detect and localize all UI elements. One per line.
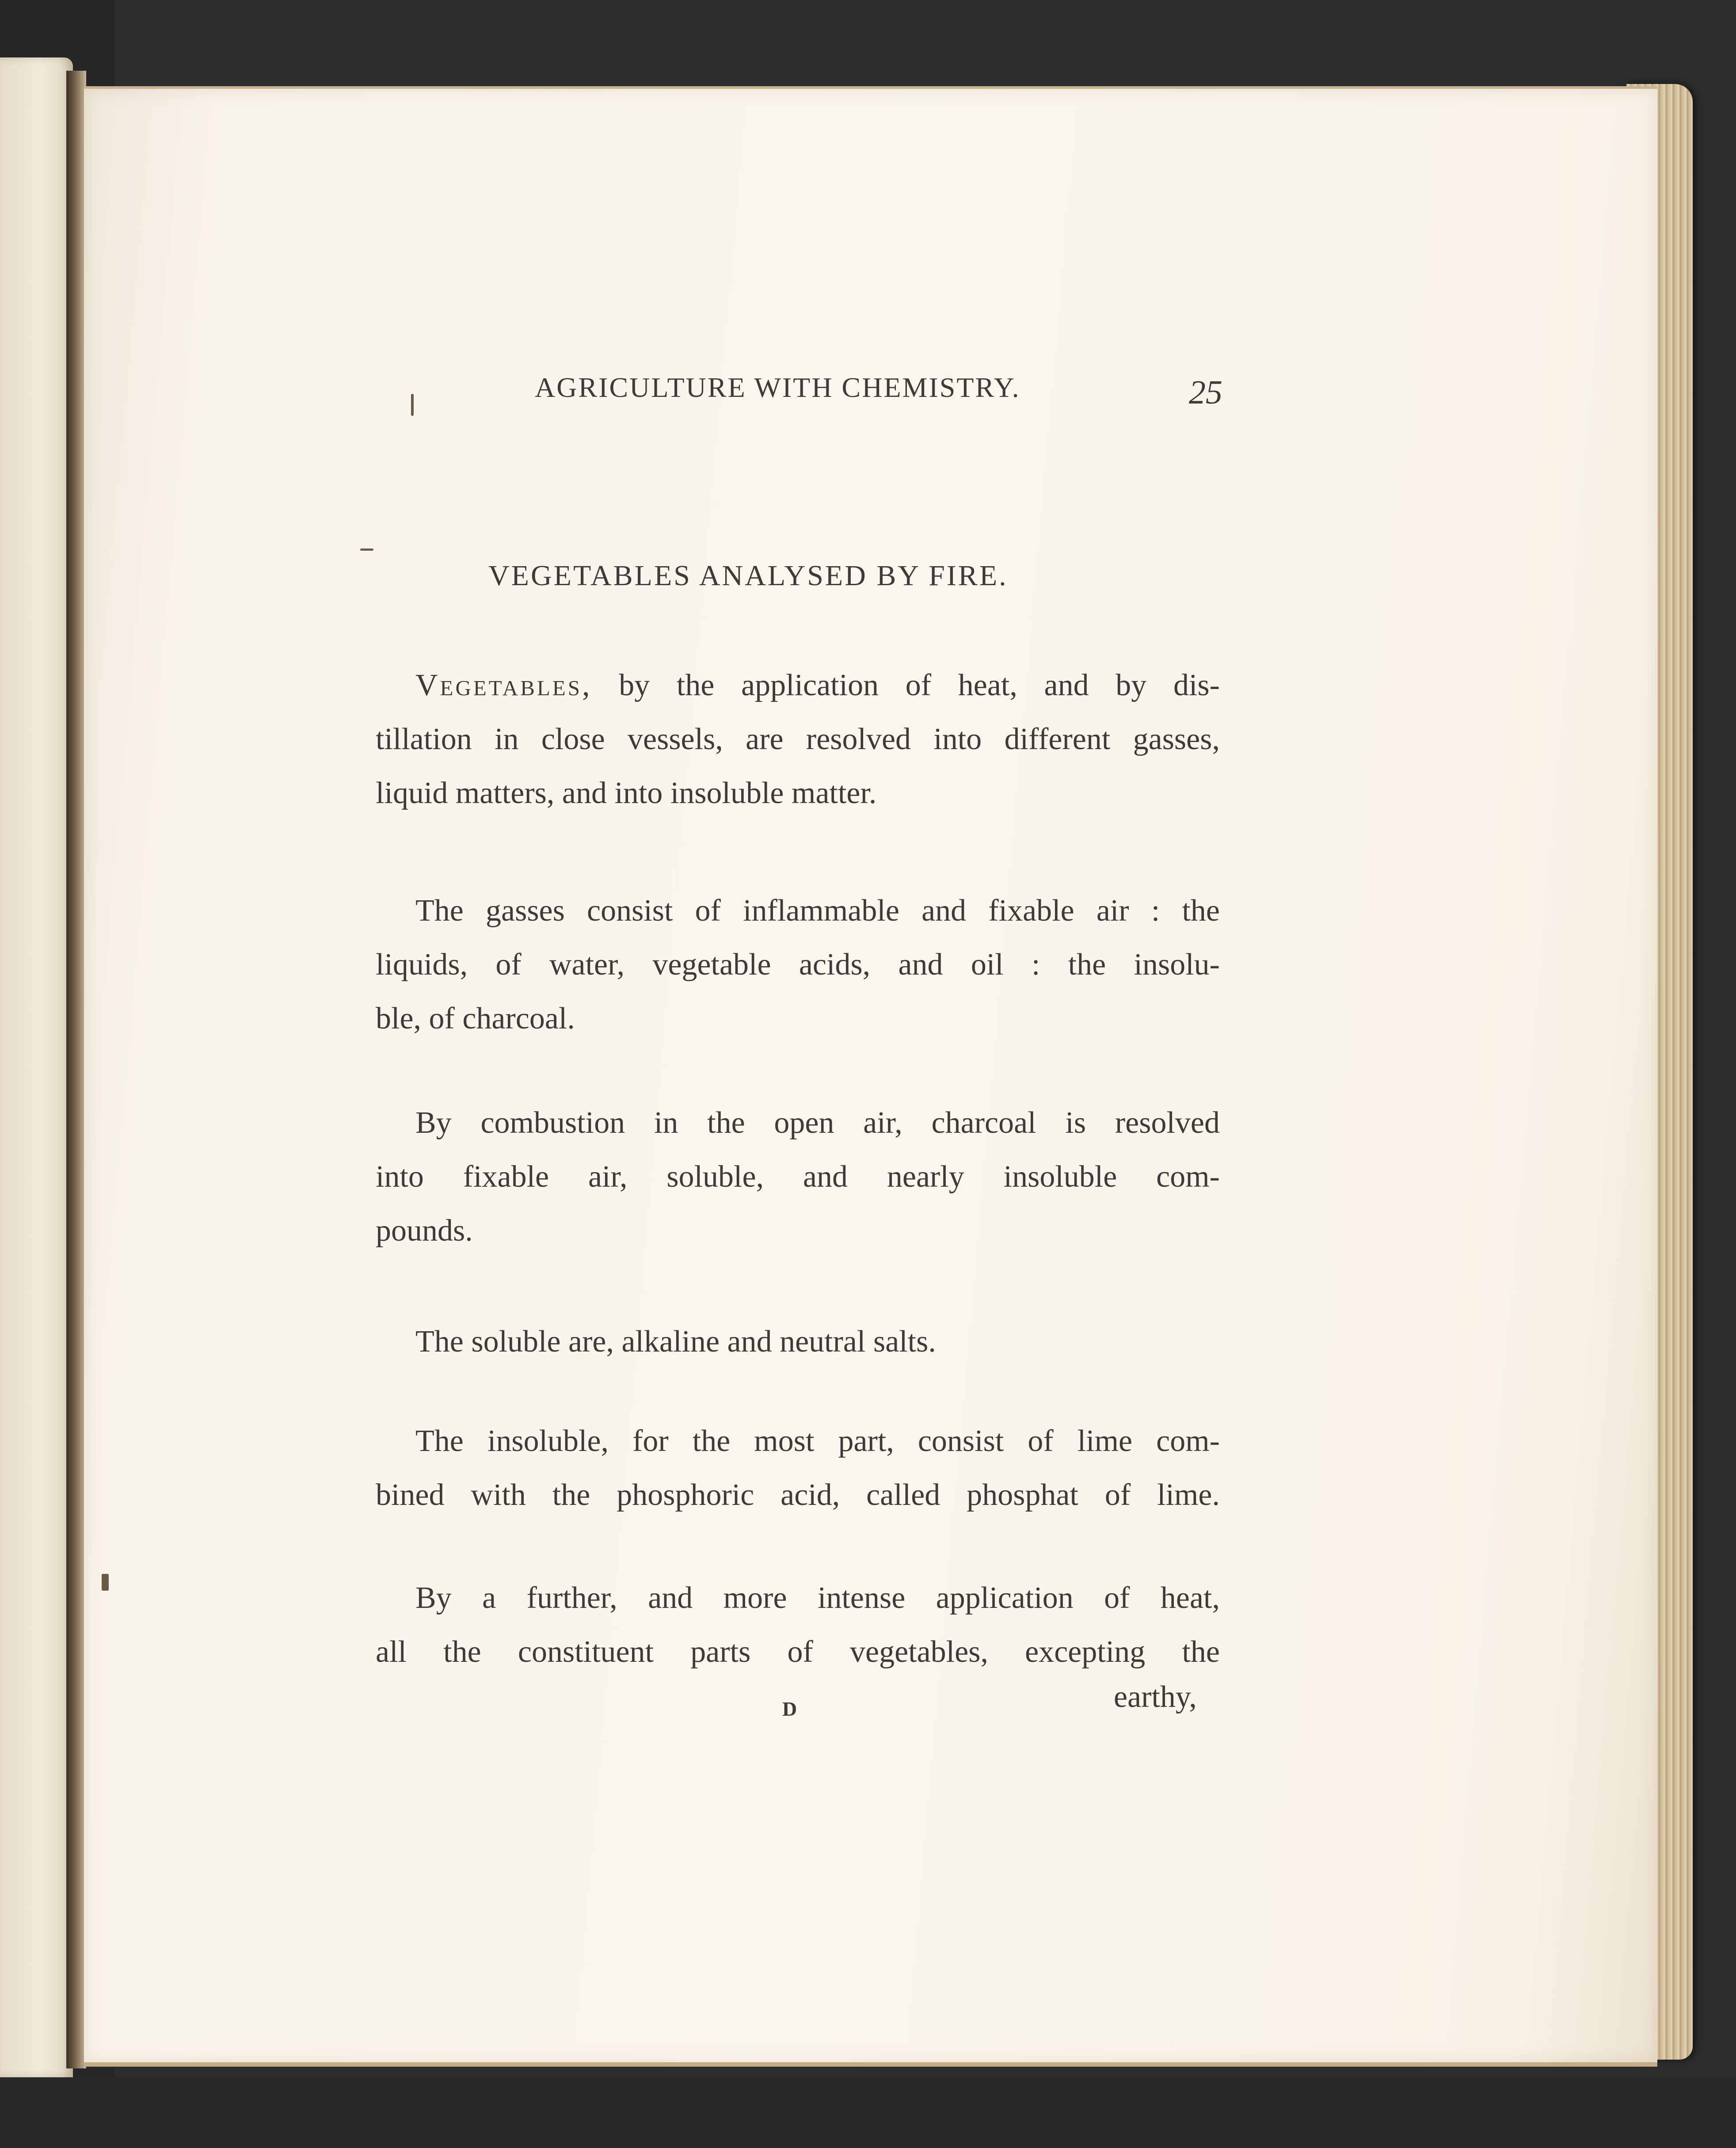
paragraph-1 <box>376 659 1220 820</box>
paragraph-line: all the constituent parts of vegetables, excepting the <box>376 1635 1220 1669</box>
paragraph-line: The gasses consist of inflammable and fixable air : the <box>415 894 1220 928</box>
signature-mark: D <box>782 1698 797 1720</box>
section-title: VEGETABLES ANALYSED BY FIRE. <box>488 560 1008 592</box>
paragraph-4 <box>376 1315 1220 1369</box>
lead-word: Vegetables, <box>415 668 592 702</box>
paragraph-line: liquids, of water, vegetable acids, and oil : the insolu- <box>376 948 1220 982</box>
paragraph-line: liquid matters, and into insoluble matter. <box>376 776 877 810</box>
catchword: earthy, <box>1114 1680 1197 1714</box>
margin-mark <box>102 1574 109 1591</box>
paragraph-line: pounds. <box>376 1214 473 1248</box>
verso-page-edge <box>0 57 73 2077</box>
margin-mark <box>360 548 373 551</box>
paragraph-line: Vegetables, by the application of heat, and by dis- <box>415 668 1220 702</box>
paragraph-2 <box>376 884 1220 1046</box>
paragraph-line: tillation in close vessels, are resolved into different gasses, <box>376 722 1220 756</box>
paragraph-line: The insoluble, for the most part, consist of lime com- <box>415 1424 1220 1458</box>
paragraph-line: bined with the phosphoric acid, called phosphat of lime. <box>376 1478 1220 1512</box>
paragraph-5 <box>376 1414 1220 1522</box>
paragraph-line: By combustion in the open air, charcoal is resolved <box>415 1106 1220 1140</box>
book-gutter <box>66 71 86 2068</box>
paragraph-line: ble, of charcoal. <box>376 1002 575 1036</box>
paragraph-3 <box>376 1096 1220 1258</box>
paragraph-line: By a further, and more intense application of heat, <box>415 1581 1220 1615</box>
running-head: AGRICULTURE WITH CHEMISTRY. <box>535 372 1020 403</box>
paragraph-line: The soluble are, alkaline and neutral salts. <box>415 1325 936 1359</box>
paragraph-line: into fixable air, soluble, and nearly insoluble com- <box>376 1160 1220 1194</box>
paragraph-6 <box>376 1571 1220 1679</box>
background-bottom <box>0 2077 1736 2148</box>
page-number: 25 <box>1189 374 1222 411</box>
margin-mark <box>411 394 414 416</box>
